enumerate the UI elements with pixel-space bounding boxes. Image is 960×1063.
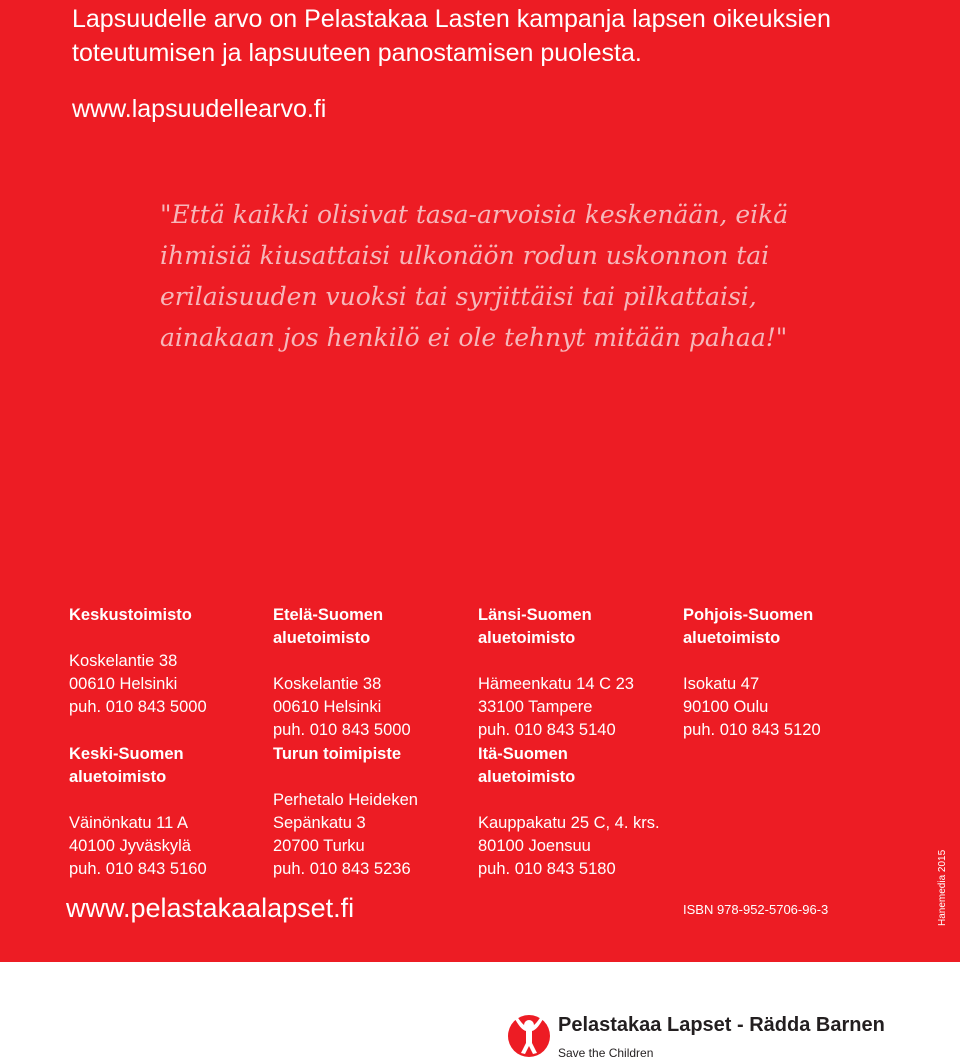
save-the-children-figure-icon [506,1003,552,1059]
office-address: Koskelantie 38 00610 Helsinki puh. 010 843 5000 [273,675,411,739]
publisher-credit: Hanemedia 2015 [937,849,948,926]
intro-text: Lapsuudelle arvo on Pelastakaa Lasten kampanja lapsen oikeuksien toteutumisen ja lapsuuteen panostamisen puolesta. [72,5,831,67]
office-block [69,720,207,904]
office-name: Itä-Suomen aluetoimisto [478,745,576,786]
office-address: Hämeenkatu 14 C 23 33100 Tampere puh. 010 843 5140 [478,675,634,739]
office-name: Länsi-Suomen aluetoimisto [478,606,592,647]
brand-name: Pelastakaa Lapset - Rädda Barnen [558,1014,885,1036]
office-block [478,720,660,904]
child-quote: "Että kaikki olisivat tasa-arvoisia keskenään, eikä ihmisiä kiusattaisi ulkonäön rodun uskonnon tai erilaisuuden vuoksi tai syrjittäisi tai pilkattaisi, ainakaan jos henkilö ei ole tehnyt mitään pahaa!" [160,200,789,352]
office-block [683,581,821,765]
office-address: Kauppakatu 25 C, 4. krs. 80100 Joensuu puh. 010 843 5180 [478,814,660,878]
office-address: Perhetalo Heideken Sepänkatu 3 20700 Turku puh. 010 843 5236 [273,791,418,878]
isbn-number: ISBN 978-952-5706-96-3 [683,902,829,917]
office-address: Koskelantie 38 00610 Helsinki puh. 010 843 5000 [69,652,207,716]
office-block [69,581,207,742]
office-address: Isokatu 47 90100 Oulu puh. 010 843 5120 [683,675,821,739]
office-name: Keski-Suomen aluetoimisto [69,745,184,786]
office-name: Turun toimipiste [273,745,402,763]
brand-subtitle: Save the Children [558,1046,654,1060]
office-address: Väinönkatu 11 A 40100 Jyväskylä puh. 010 843 5160 [69,814,207,878]
office-name: Etelä-Suomen aluetoimisto [273,606,384,647]
office-name: Pohjois-Suomen aluetoimisto [683,606,814,647]
campaign-url[interactable]: www.lapsuudellearvo.fi [72,95,327,123]
save-the-children-logo [506,1003,906,1063]
office-name: Keskustoimisto [69,606,192,624]
office-block [273,720,418,904]
website-link[interactable]: www.pelastakaalapset.fi [66,893,355,923]
